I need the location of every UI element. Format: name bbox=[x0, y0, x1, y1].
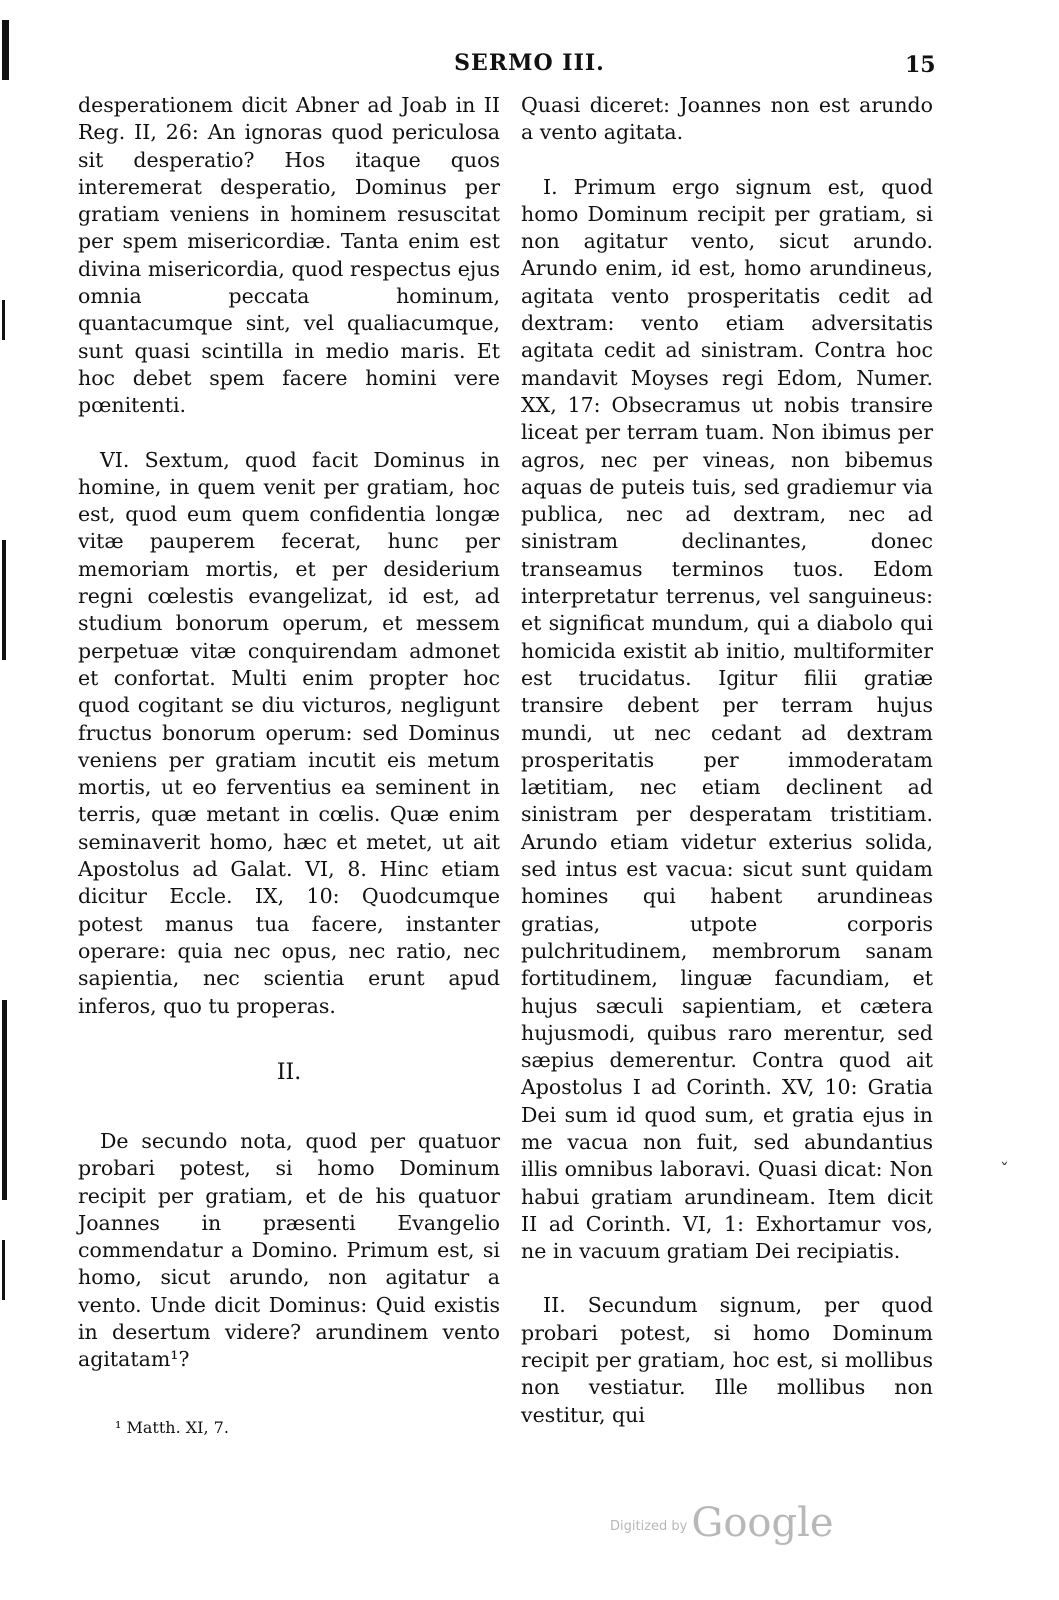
watermark-prefix: Digitized by bbox=[610, 1519, 688, 1534]
digitized-watermark bbox=[610, 1500, 834, 1546]
paragraph: VI. Sextum, quod facit Dominus in homine, in quem venit per gratiam, hoc est, quod eum quem confidentia longæ vitæ pauperem fecerat, hunc per memoriam mortis, et per desiderium regni cœlestis evangelizat, id est, ad studium bonorum operum, et messem perpetuæ vitæ conquirendam admonet et confortat. Multi enim propter hoc quod cogitant se diu victuros, negligunt fructus bonorum operum: sed Dominus veniens per gratiam incutit eis metum mortis, ut eo ferventius ea seminent in terris, quæ metant in cœlis. Quæ enim seminaverit homo, hæc et metet, ut ait Apostolus ad Galat. VI, 8. Hinc etiam dicitur Eccle. IX, 10: Quodcumque potest manus tua facere, instanter operare: quia nec opus, nec ratio, nec sapientia, nec scientia erunt apud inferos, quo tu properas. bbox=[78, 447, 500, 1018]
paragraph: II. Secundum signum, per quod probari potest, si homo Dominum recipit per gratiam, hoc est, si mollibus non vestiatur. Ille mollibus non vestitur, qui bbox=[521, 1293, 933, 1427]
paragraph: I. Primum ergo signum est, quod homo Dominum recipit per gratiam, si non agitatur vento, sicut arundo. Arundo enim, id est, homo arundineus, agitata vento prosperitatis cedit ad dextram: vento etiam adversitatis agitata cedit ad sinistram. Contra hoc mandavit Moyses regi Edom, Numer. XX, 17: Obsecramus ut nobis transire liceat per terram tuam. Non ibimus per agros, nec per vineas, non bibemus aquas de puteis tuis, sed gradiemur via publica, nec ad dextram, nec ad sinistram declinantes, donec transeamus terminos tuos. Edom interpretatur terrenus, vel sanguineus: et significat mundum, qui a diabolo qui homicida existit ab initio, multiformiter est trucidatus. Igitur filii gratiæ transire debent per terram hujus mundi, ut nec cedant ad dextram prosperitatis per immoderatam lætitiam, nec etiam declinent ad sinistram per desperatam tristitiam. Arundo etiam videtur exterius solida, sed intus est vacua: sicut sunt quidam homines qui habent arundineas gratias, utpote corporis pulchritudinem, membrorum sanam fortitudinem, linguæ facundiam, et hujus sæculi sapientiam, et cætera hujusmodi, quibus raro merentur, sed sæpius demerentur. Contra quod ait Apostolus I ad Corinth. XV, 10: Gratia Dei sum id quod sum, et gratia ejus in me vacua non fuit, sed abundantius illis omnibus laboravi. Quasi dicat: Non habui gratiam arundineam. Item dicit II ad Corinth. VI, 1: Exhortamur vos, ne in vacuum gratiam Dei recipiatis. bbox=[521, 174, 933, 1264]
running-header: SERMO III. bbox=[454, 50, 605, 76]
paragraph: De secundo nota, quod per quatuor probari potest, si homo Dominum recipit per gratiam, et de his quatuor Joannes in præsenti Evangelio commendatur a Domino. Primum est, si homo, sicut arundo, non agitatur a vento. Unde dicit Dominus: Quid existis in desertum videre? arundinem vento agitatam¹? bbox=[78, 1129, 500, 1372]
left-column bbox=[78, 92, 500, 1020]
section-heading: II. bbox=[276, 1060, 302, 1085]
right-column bbox=[521, 92, 933, 1429]
stray-mark: ˇ bbox=[1000, 1160, 1009, 1181]
google-logo: Google bbox=[691, 1500, 834, 1546]
section-body bbox=[78, 1128, 500, 1374]
paragraph: desperationem dicit Abner ad Joab in II Reg. II, 26: An ignoras quod periculosa sit desperatio? Hos itaque quos interemerat desperatio, Dominus per gratiam veniens in hominem resuscitat per spem misericordiæ. Tanta enim est divina misericordia, quod respectus ejus omnia peccata hominum, quantacumque sint, vel qualiacumque, sunt quasi scintilla in medio maris. Et hoc debet spem facere homini vere pœnitenti. bbox=[78, 93, 500, 418]
paragraph: Quasi diceret: Joannes non est arundo a vento agitata. bbox=[521, 93, 933, 145]
footnote: ¹ Matth. XI, 7. bbox=[115, 1418, 229, 1437]
page-number: 15 bbox=[905, 52, 936, 78]
scanned-page-edge bbox=[0, 0, 22, 1600]
